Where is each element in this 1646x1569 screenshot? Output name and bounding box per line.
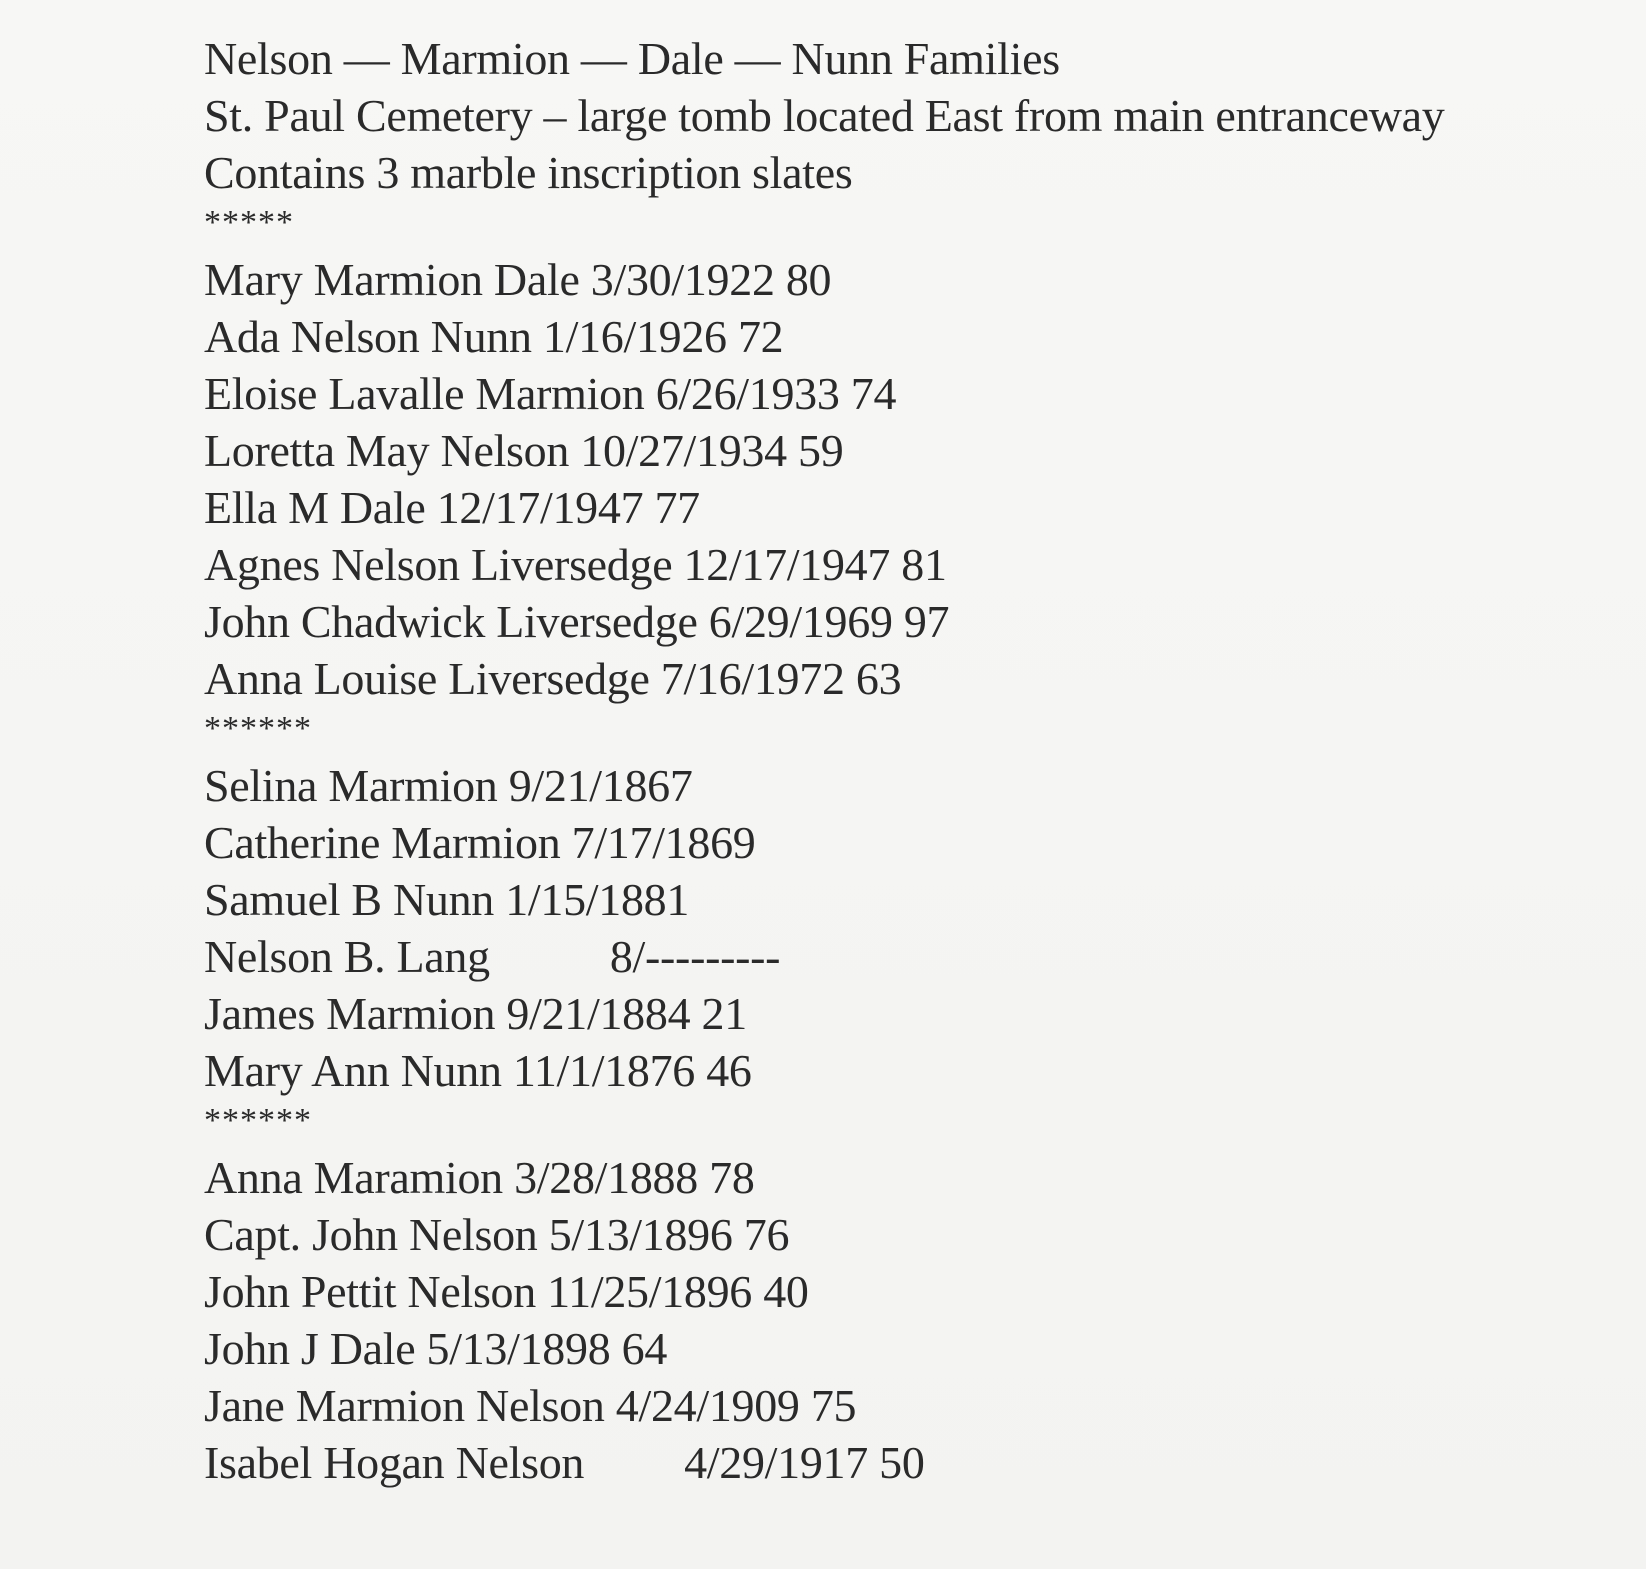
- list-item: [204, 536, 1624, 593]
- entry-name: Nelson B. Lang: [204, 931, 490, 982]
- document-content: [204, 30, 1624, 1491]
- entry-name: Isabel Hogan Nelson: [204, 1437, 585, 1488]
- entry-date: 5/13/1896: [548, 1209, 733, 1260]
- entry-age: 75: [810, 1380, 857, 1431]
- entry-date: 4/24/1909: [615, 1380, 800, 1431]
- entry-name: Anna Maramion: [204, 1152, 503, 1203]
- entry-date: 12/17/1947: [683, 539, 891, 590]
- list-item: [204, 365, 1624, 422]
- entry-age: 72: [737, 311, 784, 362]
- entry-age: 21: [701, 988, 747, 1039]
- entry-age: 50: [879, 1437, 925, 1488]
- list-item: [204, 593, 1624, 650]
- separator: ******: [204, 710, 312, 747]
- entry-date: 6/26/1933: [655, 368, 840, 419]
- entry-age: 46: [706, 1045, 752, 1096]
- list-item: [204, 871, 1624, 928]
- list-item: [204, 1320, 1624, 1377]
- entry-age: 74: [850, 368, 897, 419]
- entry-date: 1/16/1926: [542, 311, 727, 362]
- entry-name: Capt. John Nelson: [204, 1209, 538, 1260]
- entry-age: 40: [763, 1266, 809, 1317]
- entry-date: 7/16/1972: [660, 653, 845, 704]
- note-line: Contains 3 marble inscription slates: [204, 147, 853, 198]
- entry-age: 78: [709, 1152, 755, 1203]
- entry-name: Ada Nelson Nunn: [204, 311, 532, 362]
- entry-date: 5/13/1898: [426, 1323, 611, 1374]
- list-item: [204, 1434, 1624, 1491]
- list-item: [204, 1149, 1624, 1206]
- entry-date: 11/25/1896: [547, 1266, 753, 1317]
- list-item: [204, 251, 1624, 308]
- entry-date: 1/15/1881: [505, 874, 690, 925]
- list-item: [204, 1206, 1624, 1263]
- list-item: [204, 422, 1624, 479]
- entry-date: 4/29/1917: [684, 1437, 868, 1488]
- list-item: [204, 650, 1624, 707]
- entry-age: 64: [621, 1323, 668, 1374]
- entry-date: 12/17/1947: [436, 482, 644, 533]
- list-item: [204, 1263, 1624, 1320]
- list-item: [204, 928, 1624, 985]
- entry-name: Mary Marmion Dale: [204, 254, 580, 305]
- entry-age: 97: [903, 596, 950, 647]
- entry-name: John Chadwick Liversedge: [204, 596, 698, 647]
- entry-age: 81: [901, 539, 947, 590]
- entry-age: 59: [798, 425, 844, 476]
- entry-age: 76: [743, 1209, 790, 1260]
- entry-date: 11/1/1876: [512, 1045, 695, 1096]
- entry-name: John J Dale: [204, 1323, 416, 1374]
- entry-name: Selina Marmion: [204, 760, 498, 811]
- entry-date: 8/---------: [609, 931, 781, 982]
- list-item: [204, 1042, 1624, 1099]
- entry-date: 10/27/1934: [580, 425, 787, 476]
- separator: ******: [204, 1102, 312, 1139]
- entry-age: 77: [654, 482, 700, 533]
- entry-date: 3/28/1888: [514, 1152, 698, 1203]
- entry-name: Jane Marmion Nelson: [204, 1380, 605, 1431]
- page-title: Nelson — Marmion — Dale — Nunn Families: [204, 33, 1060, 84]
- entry-name: Samuel B Nunn: [204, 874, 494, 925]
- list-item: [204, 814, 1624, 871]
- entry-name: Mary Ann Nunn: [204, 1045, 502, 1096]
- list-item: [204, 1377, 1624, 1434]
- list-item: [204, 757, 1624, 814]
- entry-name: Catherine Marmion: [204, 817, 561, 868]
- entry-name: Ella M Dale: [204, 482, 426, 533]
- entry-date: 9/21/1867: [508, 760, 693, 811]
- entry-date: 6/29/1969: [708, 596, 893, 647]
- entry-date: 9/21/1884: [506, 988, 691, 1039]
- list-item: [204, 985, 1624, 1042]
- entry-age: 63: [855, 653, 902, 704]
- entry-name: Loretta May Nelson: [204, 425, 570, 476]
- entry-name: James Marmion: [204, 988, 496, 1039]
- entry-age: 80: [785, 254, 832, 305]
- entry-name: Anna Louise Liversedge: [204, 653, 650, 704]
- entry-name: John Pettit Nelson: [204, 1266, 536, 1317]
- entry-date: 7/17/1869: [571, 817, 756, 868]
- entry-date: 3/30/1922: [590, 254, 775, 305]
- location-line: St. Paul Cemetery – large tomb located East from main entranceway: [204, 90, 1445, 141]
- entry-name: Eloise Lavalle Marmion: [204, 368, 645, 419]
- separator: *****: [204, 204, 294, 241]
- entry-name: Agnes Nelson Liversedge: [204, 539, 673, 590]
- list-item: [204, 479, 1624, 536]
- list-item: [204, 308, 1624, 365]
